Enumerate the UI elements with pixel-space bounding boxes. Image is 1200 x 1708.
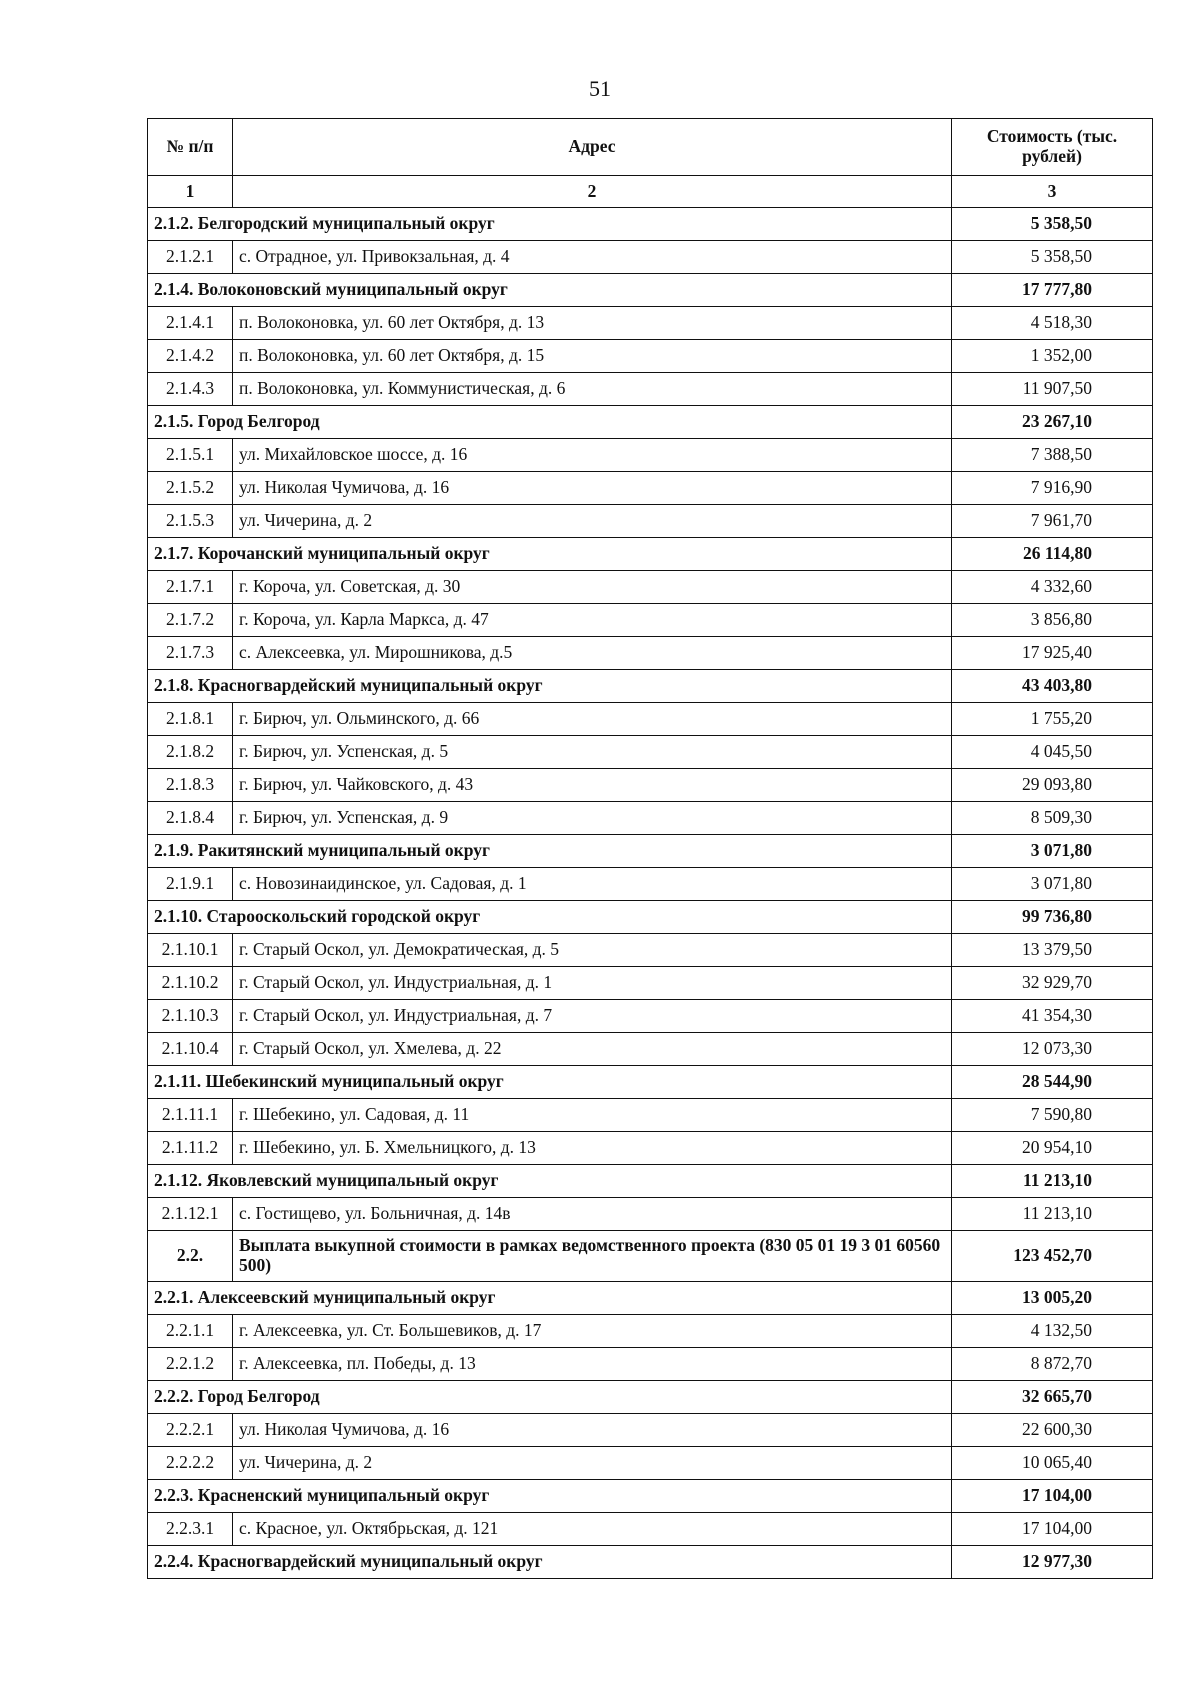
row-number: 2.1.7.3 bbox=[148, 637, 233, 670]
table-row bbox=[148, 1348, 1153, 1381]
table-row bbox=[148, 340, 1153, 373]
row-cost: 8 872,70 bbox=[952, 1348, 1153, 1381]
group-row bbox=[148, 1066, 1153, 1099]
table-row bbox=[148, 1099, 1153, 1132]
group-total: 28 544,90 bbox=[952, 1066, 1153, 1099]
row-cost: 4 332,60 bbox=[952, 571, 1153, 604]
group-label: 2.2.4. Красногвардейский муниципальный округ bbox=[148, 1546, 952, 1579]
table-row bbox=[148, 1198, 1153, 1231]
row-cost: 17 104,00 bbox=[952, 1513, 1153, 1546]
row-cost: 7 590,80 bbox=[952, 1099, 1153, 1132]
group-total: 32 665,70 bbox=[952, 1381, 1153, 1414]
row-cost: 3 856,80 bbox=[952, 604, 1153, 637]
row-number: 2.1.9.1 bbox=[148, 868, 233, 901]
table-row bbox=[148, 868, 1153, 901]
row-address: г. Шебекино, ул. Садовая, д. 11 bbox=[233, 1099, 952, 1132]
row-cost: 29 093,80 bbox=[952, 769, 1153, 802]
row-address: г. Бирюч, ул. Ольминского, д. 66 bbox=[233, 703, 952, 736]
group-row bbox=[148, 1546, 1153, 1579]
row-address: г. Шебекино, ул. Б. Хмельницкого, д. 13 bbox=[233, 1132, 952, 1165]
row-cost: 13 379,50 bbox=[952, 934, 1153, 967]
group-total: 11 213,10 bbox=[952, 1165, 1153, 1198]
group-label: 2.1.5. Город Белгород bbox=[148, 406, 952, 439]
column-number-row bbox=[148, 176, 1153, 208]
row-cost: 8 509,30 bbox=[952, 802, 1153, 835]
row-address: г. Короча, ул. Карла Маркса, д. 47 bbox=[233, 604, 952, 637]
group-total: 12 977,30 bbox=[952, 1546, 1153, 1579]
table-row bbox=[148, 472, 1153, 505]
group-label: 2.1.12. Яковлевский муниципальный округ bbox=[148, 1165, 952, 1198]
row-cost: 4 132,50 bbox=[952, 1315, 1153, 1348]
group-label: 2.1.7. Корочанский муниципальный округ bbox=[148, 538, 952, 571]
group-label: 2.1.4. Волоконовский муниципальный округ bbox=[148, 274, 952, 307]
column-number: 2 bbox=[233, 176, 952, 208]
row-number: 2.1.11.2 bbox=[148, 1132, 233, 1165]
group-row bbox=[148, 208, 1153, 241]
row-number: 2.1.5.3 bbox=[148, 505, 233, 538]
row-cost: 4 518,30 bbox=[952, 307, 1153, 340]
group-total: 5 358,50 bbox=[952, 208, 1153, 241]
row-number: 2.2.1.1 bbox=[148, 1315, 233, 1348]
table-row bbox=[148, 307, 1153, 340]
row-cost: 7 388,50 bbox=[952, 439, 1153, 472]
group-row bbox=[148, 274, 1153, 307]
row-cost: 11 213,10 bbox=[952, 1198, 1153, 1231]
row-cost: 32 929,70 bbox=[952, 967, 1153, 1000]
row-address: г. Старый Оскол, ул. Демократическая, д. 5 bbox=[233, 934, 952, 967]
row-number: 2.1.8.4 bbox=[148, 802, 233, 835]
table-body bbox=[148, 208, 1153, 1579]
row-number: 2.2.2.1 bbox=[148, 1414, 233, 1447]
table-row bbox=[148, 1132, 1153, 1165]
table-row bbox=[148, 637, 1153, 670]
row-address: ул. Михайловское шоссе, д. 16 bbox=[233, 439, 952, 472]
table-row bbox=[148, 1315, 1153, 1348]
table-row bbox=[148, 703, 1153, 736]
row-address: п. Волоконовка, ул. 60 лет Октября, д. 15 bbox=[233, 340, 952, 373]
group-label: 2.1.8. Красногвардейский муниципальный округ bbox=[148, 670, 952, 703]
table-row bbox=[148, 373, 1153, 406]
page-number: 51 bbox=[589, 76, 611, 101]
row-cost: 12 073,30 bbox=[952, 1033, 1153, 1066]
row-number: 2.1.5.2 bbox=[148, 472, 233, 505]
row-number: 2.1.10.1 bbox=[148, 934, 233, 967]
group-row bbox=[148, 538, 1153, 571]
row-number: 2.1.10.3 bbox=[148, 1000, 233, 1033]
row-cost: 4 045,50 bbox=[952, 736, 1153, 769]
group-label: 2.1.11. Шебекинский муниципальный округ bbox=[148, 1066, 952, 1099]
row-cost: 17 925,40 bbox=[952, 637, 1153, 670]
group-total: 23 267,10 bbox=[952, 406, 1153, 439]
row-number: 2.1.11.1 bbox=[148, 1099, 233, 1132]
row-cost: 11 907,50 bbox=[952, 373, 1153, 406]
row-cost: 1 755,20 bbox=[952, 703, 1153, 736]
table-row bbox=[148, 1447, 1153, 1480]
group-total: 17 104,00 bbox=[952, 1480, 1153, 1513]
table-row bbox=[148, 241, 1153, 274]
row-cost: 1 352,00 bbox=[952, 340, 1153, 373]
section-row bbox=[148, 1231, 1153, 1282]
group-row bbox=[148, 835, 1153, 868]
row-cost: 22 600,30 bbox=[952, 1414, 1153, 1447]
group-label: 2.2.3. Красненский муниципальный округ bbox=[148, 1480, 952, 1513]
row-number: 2.1.8.3 bbox=[148, 769, 233, 802]
row-cost: 41 354,30 bbox=[952, 1000, 1153, 1033]
row-address: ул. Николая Чумичова, д. 16 bbox=[233, 472, 952, 505]
group-label: 2.1.2. Белгородский муниципальный округ bbox=[148, 208, 952, 241]
group-row bbox=[148, 1282, 1153, 1315]
row-address: ул. Чичерина, д. 2 bbox=[233, 1447, 952, 1480]
column-number: 3 bbox=[952, 176, 1153, 208]
group-row bbox=[148, 406, 1153, 439]
row-address: с. Отрадное, ул. Привокзальная, д. 4 bbox=[233, 241, 952, 274]
table-row bbox=[148, 769, 1153, 802]
row-address: г. Бирюч, ул. Чайковского, д. 43 bbox=[233, 769, 952, 802]
row-number: 2.1.12.1 bbox=[148, 1198, 233, 1231]
row-number: 2.2.1.2 bbox=[148, 1348, 233, 1381]
row-address: г. Старый Оскол, ул. Индустриальная, д. 7 bbox=[233, 1000, 952, 1033]
table-row bbox=[148, 505, 1153, 538]
row-address: ул. Николая Чумичова, д. 16 bbox=[233, 1414, 952, 1447]
row-number: 2.1.8.1 bbox=[148, 703, 233, 736]
header-number: № п/п bbox=[148, 119, 233, 176]
row-number: 2.1.7.1 bbox=[148, 571, 233, 604]
row-cost: 20 954,10 bbox=[952, 1132, 1153, 1165]
row-address: г. Бирюч, ул. Успенская, д. 9 bbox=[233, 802, 952, 835]
group-row bbox=[148, 1480, 1153, 1513]
row-number: 2.2.3.1 bbox=[148, 1513, 233, 1546]
row-address: г. Короча, ул. Советская, д. 30 bbox=[233, 571, 952, 604]
group-total: 13 005,20 bbox=[952, 1282, 1153, 1315]
group-row bbox=[148, 901, 1153, 934]
row-cost: 3 071,80 bbox=[952, 868, 1153, 901]
row-cost: 5 358,50 bbox=[952, 241, 1153, 274]
row-number: 2.2.2.2 bbox=[148, 1447, 233, 1480]
row-address: п. Волоконовка, ул. 60 лет Октября, д. 13 bbox=[233, 307, 952, 340]
table-row bbox=[148, 736, 1153, 769]
row-address: г. Бирюч, ул. Успенская, д. 5 bbox=[233, 736, 952, 769]
row-cost: 7 916,90 bbox=[952, 472, 1153, 505]
table-row bbox=[148, 439, 1153, 472]
row-address: с. Красное, ул. Октябрьская, д. 121 bbox=[233, 1513, 952, 1546]
group-total: 43 403,80 bbox=[952, 670, 1153, 703]
group-total: 26 114,80 bbox=[952, 538, 1153, 571]
table-row bbox=[148, 571, 1153, 604]
row-number: 2.1.4.3 bbox=[148, 373, 233, 406]
group-row bbox=[148, 670, 1153, 703]
row-address: г. Алексеевка, ул. Ст. Большевиков, д. 17 bbox=[233, 1315, 952, 1348]
table-row bbox=[148, 967, 1153, 1000]
table-row bbox=[148, 1000, 1153, 1033]
group-label: 2.1.9. Ракитянский муниципальный округ bbox=[148, 835, 952, 868]
row-address: с. Новозинаидинское, ул. Садовая, д. 1 bbox=[233, 868, 952, 901]
row-number: 2.1.2.1 bbox=[148, 241, 233, 274]
table-row bbox=[148, 802, 1153, 835]
table-row bbox=[148, 934, 1153, 967]
header-cost: Стоимость (тыс. рублей) bbox=[952, 119, 1153, 176]
row-number: 2.2. bbox=[148, 1231, 233, 1282]
row-cost: 7 961,70 bbox=[952, 505, 1153, 538]
row-number: 2.1.5.1 bbox=[148, 439, 233, 472]
row-address: с. Гостищево, ул. Больничная, д. 14в bbox=[233, 1198, 952, 1231]
row-address: с. Алексеевка, ул. Мирошникова, д.5 bbox=[233, 637, 952, 670]
row-number: 2.1.7.2 bbox=[148, 604, 233, 637]
row-number: 2.1.4.1 bbox=[148, 307, 233, 340]
row-address: г. Старый Оскол, ул. Индустриальная, д. 1 bbox=[233, 967, 952, 1000]
header-address: Адрес bbox=[233, 119, 952, 176]
row-cost: 123 452,70 bbox=[952, 1231, 1153, 1282]
group-row bbox=[148, 1381, 1153, 1414]
budget-table bbox=[147, 118, 1153, 1579]
row-number: 2.1.4.2 bbox=[148, 340, 233, 373]
row-address: г. Алексеевка, пл. Победы, д. 13 bbox=[233, 1348, 952, 1381]
table-header-row bbox=[148, 119, 1153, 176]
table-row bbox=[148, 1513, 1153, 1546]
row-number: 2.1.10.2 bbox=[148, 967, 233, 1000]
group-row bbox=[148, 1165, 1153, 1198]
table-row bbox=[148, 1033, 1153, 1066]
row-number: 2.1.10.4 bbox=[148, 1033, 233, 1066]
row-address: г. Старый Оскол, ул. Хмелева, д. 22 bbox=[233, 1033, 952, 1066]
group-total: 99 736,80 bbox=[952, 901, 1153, 934]
row-address: Выплата выкупной стоимости в рамках ведомственного проекта (830 05 01 19 3 01 60560 500) bbox=[233, 1231, 952, 1282]
row-address: ул. Чичерина, д. 2 bbox=[233, 505, 952, 538]
group-label: 2.1.10. Старооскольский городской округ bbox=[148, 901, 952, 934]
row-cost: 10 065,40 bbox=[952, 1447, 1153, 1480]
table-row bbox=[148, 1414, 1153, 1447]
group-total: 17 777,80 bbox=[952, 274, 1153, 307]
group-label: 2.2.1. Алексеевский муниципальный округ bbox=[148, 1282, 952, 1315]
group-label: 2.2.2. Город Белгород bbox=[148, 1381, 952, 1414]
row-address: п. Волоконовка, ул. Коммунистическая, д. 6 bbox=[233, 373, 952, 406]
group-total: 3 071,80 bbox=[952, 835, 1153, 868]
row-number: 2.1.8.2 bbox=[148, 736, 233, 769]
column-number: 1 bbox=[148, 176, 233, 208]
table-row bbox=[148, 604, 1153, 637]
